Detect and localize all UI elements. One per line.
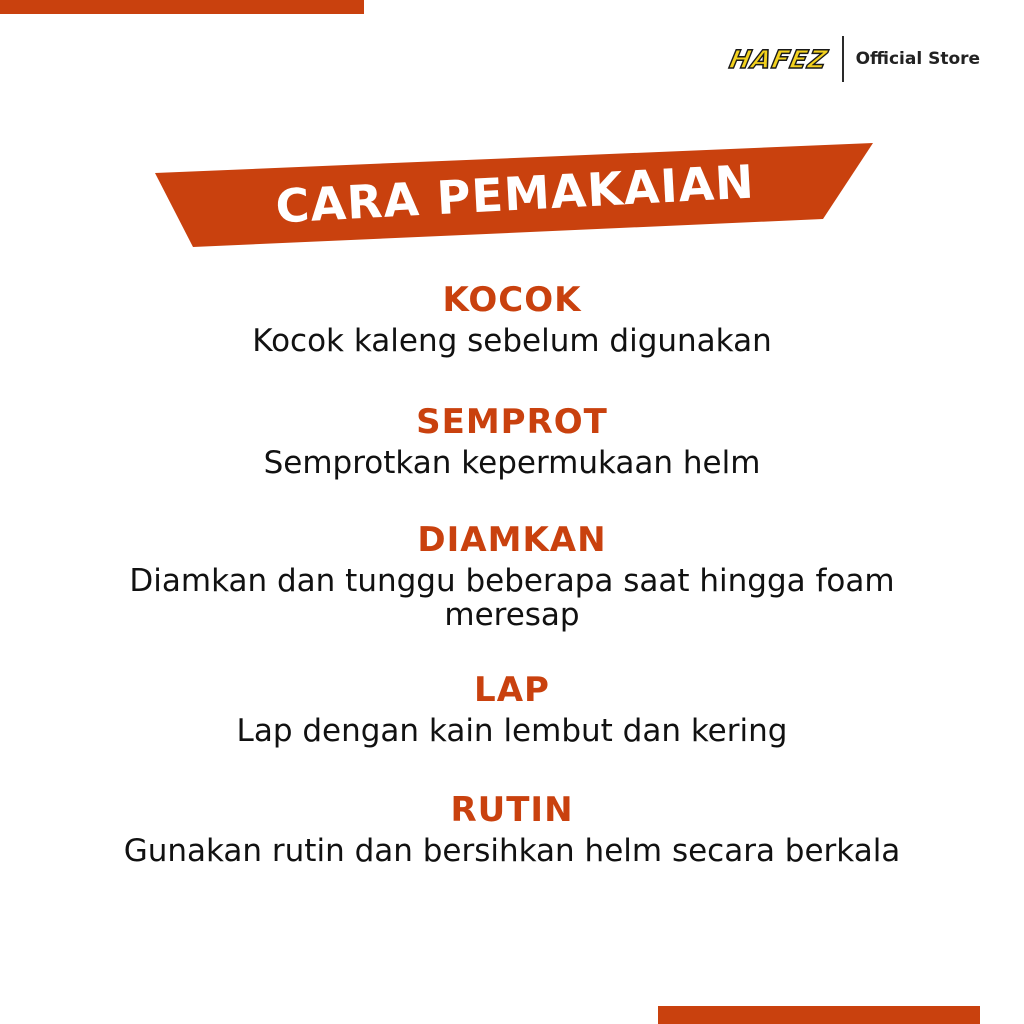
- brand-header: [726, 34, 980, 84]
- step-description: Semprotkan kepermukaan helm: [263, 445, 761, 481]
- step-description: Gunakan rutin dan bersihkan helm secara berkala: [123, 833, 901, 869]
- official-store-label: Official Store: [855, 49, 981, 69]
- step-item: [0, 280, 1024, 358]
- brand-divider: [842, 36, 844, 82]
- brand-logo: HAFEZ: [726, 44, 831, 74]
- top-accent-bar: [0, 0, 364, 14]
- step-item: [0, 520, 1024, 632]
- step-item: [0, 790, 1024, 868]
- step-title: RUTIN: [450, 790, 574, 830]
- step-description: Kocok kaleng sebelum digunakan: [252, 323, 772, 359]
- step-item: [0, 670, 1024, 748]
- bottom-accent-bar: [658, 1006, 980, 1024]
- step-title: DIAMKAN: [417, 520, 607, 560]
- step-description: Lap dengan kain lembut dan kering: [236, 713, 788, 749]
- step-title: KOCOK: [442, 280, 582, 320]
- page-title: CARA PEMAKAIAN: [274, 154, 756, 234]
- step-item: [0, 402, 1024, 480]
- step-title: LAP: [474, 670, 550, 710]
- step-description: Diamkan dan tunggu beberapa saat hingga foam meresap: [129, 563, 895, 633]
- title-banner: [155, 143, 875, 253]
- step-title: SEMPROT: [416, 402, 608, 442]
